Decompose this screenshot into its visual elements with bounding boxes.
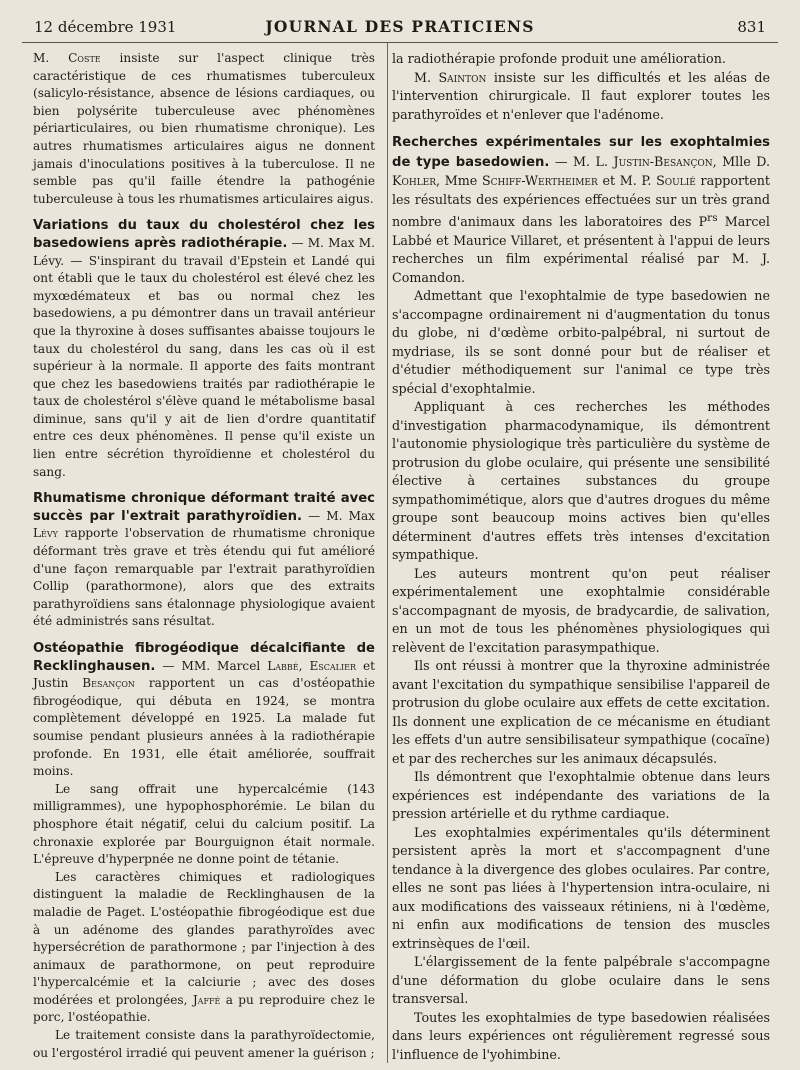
paragraph-text: insiste sur l'aspect clinique très caractéristique de ces rhumatismes tuberculeux (salicylo-résistance, absence de lésions cardiaques, ou bien polysérite tuberculeuse avec phénomènes périarticulaires, ou bien rhumatisme chronique). Les autres rhumatismes articulaires aigus ne donnent jamais d'inoculations positives à la tuberculose. Il ne semble pas qu'il faille étendre la pathogénie tuberculeuse à tous les rhumatismes articulaires aigus. xyxy=(33,51,375,206)
paragraph-sainton xyxy=(392,69,770,125)
journal-title: JOURNAL DES PRATICIENS xyxy=(265,17,535,36)
author-sep: et M. P. xyxy=(597,173,657,188)
paragraph: Ils démontrent que l'exophtalmie obtenue dans leurs expériences est indépendante des variations de la pression artérielle et du rythme cardiaque. xyxy=(392,769,770,822)
paragraph: L'élargissement de la fente palpébrale s'accompagne d'une déformation du globe oculaire dans le sens transversal. xyxy=(392,954,770,1007)
author-prefix: — M. L. xyxy=(549,153,614,169)
paragraph: Ils ont réussi à montrer que la thyroxine administrée avant l'excitation du sympathique sensibilise l'appareil de protrusion du globe oculaire aux effets de cette excitation. Ils donnent une explication de ce mécanisme en étudiant les effets d'un autre sensibilisateur sympathique (cocaïne) et par des recherches sur les animaux décapsulés. xyxy=(392,658,770,766)
section-rhumatisme xyxy=(33,490,375,631)
author-sep: , Mme xyxy=(436,173,482,188)
author-name: Soulié xyxy=(656,173,696,188)
author-name: Lévy xyxy=(33,526,58,541)
paragraph-text: Les caractères chimiques et radiologiques distinguent la maladie de Recklinghausen de la maladie de Paget. L'ostéopathie fibrogéodique est due à un adénome des glandes parathyroïdes avec hypersécrétion de parathormone ; par l'injection à des animaux de parathormone, on peut reproduire l'hypercalcémie et la calciurie ; avec des doses modérées et prolongées, xyxy=(33,869,375,1007)
left-column xyxy=(33,50,375,1062)
superscript: rs xyxy=(707,212,718,224)
author-name: Escalier xyxy=(309,658,356,673)
section-text: rapporte l'observation de rhumatisme chronique déformant très grave et très étendu qui fut amélioré d'une façon remarquable par l'extrait parathyroïdien Collip (parathormone), alors que des extraits parathyroïdiens sans étalonnage physiologique avaient été administrés sans résultat. xyxy=(33,526,375,629)
author-prefix: — MM. Marcel xyxy=(155,658,268,673)
paragraph-coste xyxy=(33,50,375,208)
author-name: Justin-Besançon xyxy=(613,153,713,169)
author-name: Kohler xyxy=(392,173,437,188)
section-heading: Rhumatisme chronique déformant traité avec succès par l'extrait parathyroïdien. xyxy=(33,491,375,524)
author-prefix: — M. Max xyxy=(301,508,375,523)
author-name: M. Coste xyxy=(33,51,101,65)
paragraph: Toutes les exophtalmies de type basedowien réalisées dans leurs expériences ont régulièrement regressé sous l'influence de l'yohimbine. xyxy=(392,1009,770,1062)
section-text: Marcel Labbé et Maurice Villaret, et présentent à l'appui de leurs recherches un film expérimental réalisé par M. J. Comandon. xyxy=(392,214,770,285)
paragraph: Les exophtalmies expérimentales qu'ils déterminent persistent après la mort et s'accompagnent d'une tendance à la divergence des globes oculaires. Par contre, elles ne sont pas liées à l'hypertension intra-oculaire, ni aux modifications des vaisseaux rétiniens, ni à l'œdème, ni enfin aux modifications de tension des muscles extrinsèques de l'œil. xyxy=(392,824,770,951)
section-text: rapportent un cas d'ostéopathie fibrogéodique, qui débuta en 1924, se montra complètement développé en 1925. La malade fut soumise pendant plusieurs années à la radiothérapie profonde. En 1931, elle était améliorée, souffrait moins. xyxy=(33,676,375,779)
author-name: M. Sainton xyxy=(414,69,487,85)
right-column xyxy=(392,50,770,1064)
section-cholesterol xyxy=(33,217,375,481)
author-name: Besançon xyxy=(82,676,135,691)
section-osteopathie xyxy=(33,640,375,781)
paragraph: Le traitement consiste dans la parathyroïdectomie, ou l'ergostérol irradié qui peuvent amener la guérison ; xyxy=(33,1028,375,1060)
paragraph xyxy=(33,869,375,1027)
header-date: 12 décembre 1931 xyxy=(34,18,177,36)
author-name: Schiff-Wertheimer xyxy=(481,173,598,188)
column-divider xyxy=(387,43,388,1063)
section-exophtalmies xyxy=(392,133,770,287)
section-text: — S'inspirant du travail d'Epstein et Landé qui ont établi que le taux du cholestérol est élevé chez les myxœdémateux et bas ou normal chez les basedowiens, a pu démontrer dans un travail antérieur que la thyroxine à doses suffisantes abaisse toujours le taux du cholestérol du sang, dans les cas où il est supérieur à la normale. Il apporte des faits montrant que chez les basedowiens traités par radiothérapie le taux de cholestérol s'élève quand le métabolisme basal diminue, sans qu'il y ait de lien d'ordre quantitatif entre ces deux phénomènes. Il pense qu'il existe un lien entre sécrétion thyroïdienne et cholestérol du sang. xyxy=(33,253,375,479)
author-sep: , xyxy=(298,658,310,673)
paragraph-text: insiste sur les difficultés et les aléas de l'intervention chirurgicale. Il faut explorer toutes les parathyroïdes et n'enlever que l'adénome. xyxy=(392,69,771,122)
paragraph: Les auteurs montrent qu'on peut réaliser expérimentalement une exophtalmie considérable s'accompagnant de myosis, de bradycardie, de salivation, en un mot de tous les phénomènes physiologiques qui relèvent de l'excitation parasympathique. xyxy=(392,565,770,655)
section-heading: Ostéopathie fibrogéodique décalcifiante de Recklinghausen. xyxy=(33,641,375,674)
page-header xyxy=(0,0,800,44)
section-heading: Variations du taux du cholestérol chez les basedowiens après radiothérapie. xyxy=(33,218,375,251)
author-name: Jaffé xyxy=(192,992,221,1007)
section-text: rapportent les résultats des expériences effectuées sur un très grand nombre d'animaux dans les laboratoires des P xyxy=(392,173,770,230)
author-sep: et Justin xyxy=(33,658,375,691)
author-sep: , Mlle D. xyxy=(712,153,770,169)
paragraph: Appliquant à ces recherches les méthodes d'investigation pharmacodynamique, ils démontrent l'autonomie physiologique très particulière du système de protrusion du globe oculaire, qui présente une sensibilité élective à certaines substances du groupe sympathomimétique, alors que d'autres drogues du même groupe sont beaucoup moins actives bien qu'elles déterminent d'autres effets très intenses d'excitation sympathique. xyxy=(392,399,770,563)
paragraph-continued: la radiothérapie profonde produit une amélioration. xyxy=(392,51,726,66)
header-rule xyxy=(22,42,778,43)
section-author: — M. Max M. Lévy. xyxy=(33,235,375,268)
page-number: 831 xyxy=(737,18,766,36)
paragraph-text: a pu reproduire chez le porc, l'ostéopathie. xyxy=(33,992,375,1025)
paragraph: Le sang offrait une hypercalcémie (143 milligrammes), une hypophosphorémie. Le bilan du phosphore était négatif, celui du calcium positif. La chronaxie explorée par Bourguignon était normale. L'épreuve d'hyperpnée ne donne point de tétanie. xyxy=(33,781,375,867)
paragraph: Admettant que l'exophtalmie de type basedowien ne s'accompagne ordinairement ni d'augmentation du tonus du globe, ni d'œdème orbito-palpébral, ni surtout de mydriase, ils se sont donné pour but de réaliser et d'étudier méthodiquement sur l'animal ce type très spécial d'exophtalmie. xyxy=(392,288,770,396)
section-heading: Recherches expérimentales sur les exophtalmies de type basedowien. xyxy=(392,135,770,170)
author-name: Labbé xyxy=(267,658,299,673)
